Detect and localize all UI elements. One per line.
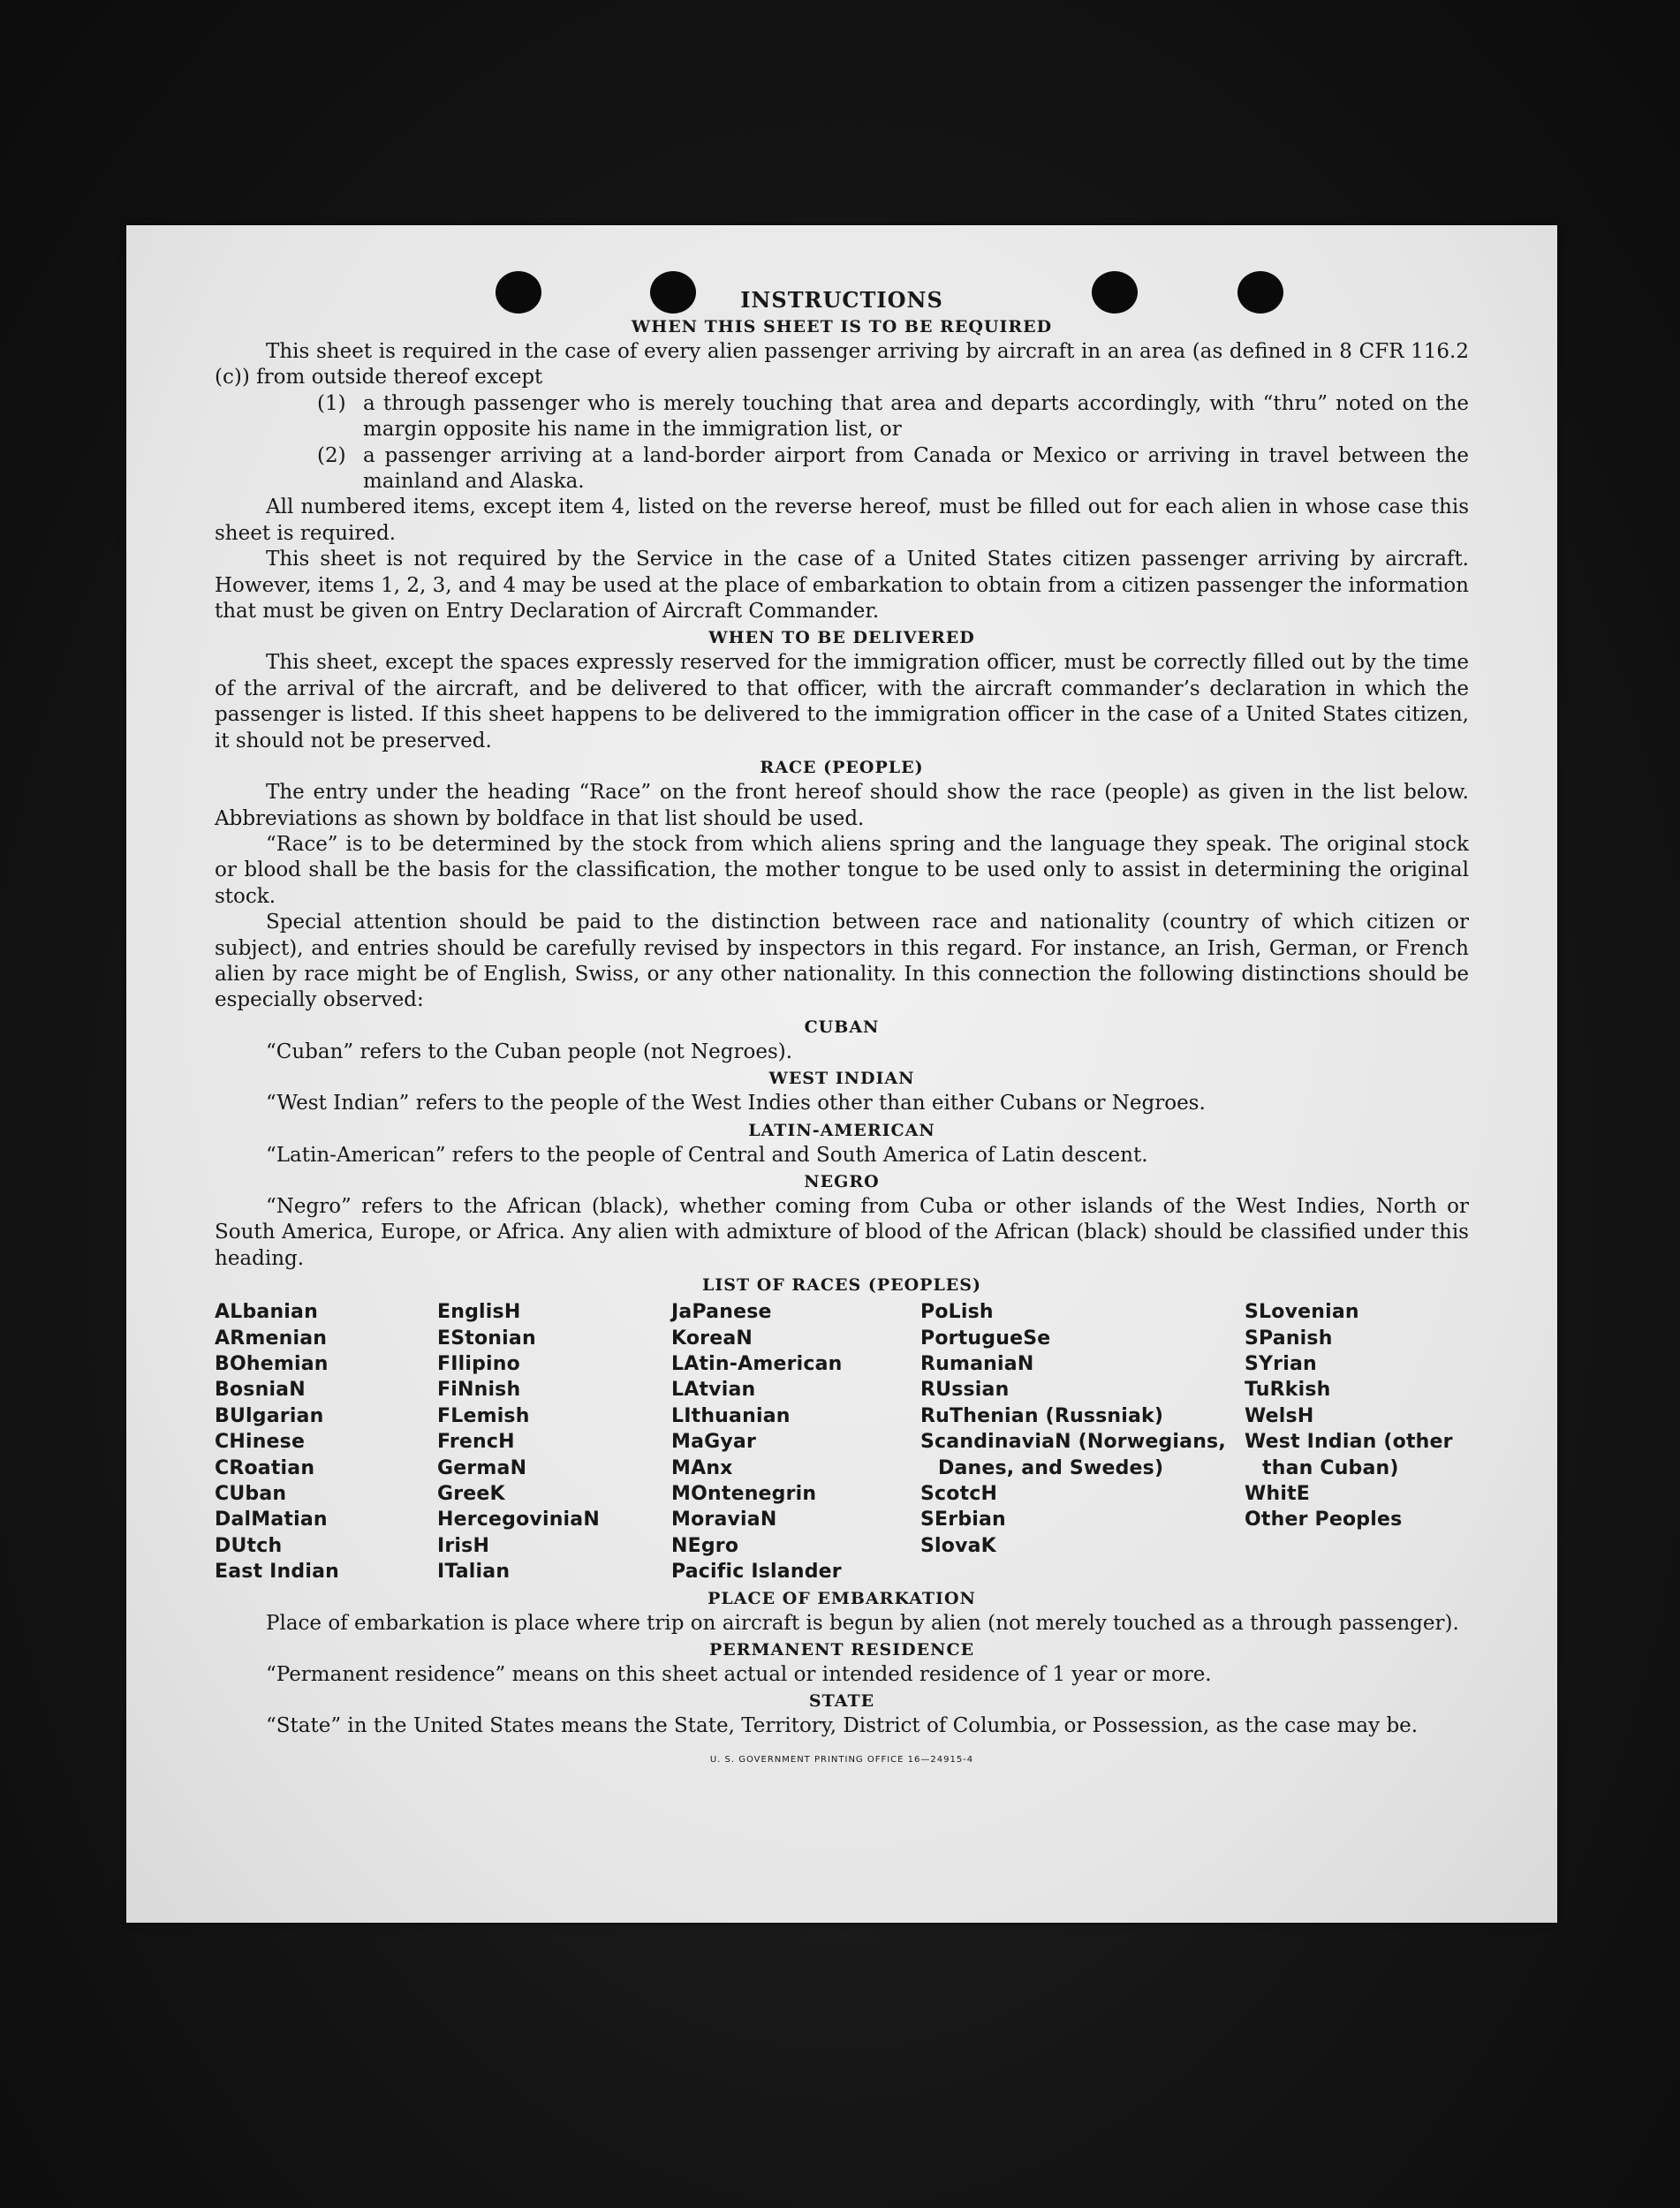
race-entry: SErbian	[920, 1509, 1006, 1531]
race-entry: East Indian	[215, 1561, 339, 1584]
heading-race: RACE (PEOPLE)	[760, 758, 924, 778]
race-entry: CUban	[215, 1483, 287, 1506]
race-column	[437, 1299, 671, 1584]
item-number: (1)	[317, 391, 346, 415]
paragraph: Special attention should be paid to the distinction between race and nationality (country of which citizen or subject), and entries should be carefully revised by inspectors in this regard. For instance, an Irish, German, or French alien by race might be of English, Swiss, or any other nationality. In this connection the following distinctions should be especially observed:	[215, 911, 1469, 1012]
document-body	[215, 287, 1469, 1773]
race-entry: RUssian	[920, 1379, 1010, 1402]
race-column	[1245, 1299, 1469, 1584]
heading-negro: NEGRO	[804, 1171, 880, 1191]
heading-place-of-embarkation: PLACE OF EMBARKATION	[708, 1588, 976, 1608]
race-entry: ARmenian	[215, 1327, 328, 1350]
paragraph: Place of embarkation is place where trip on aircraft is begun by alien (not merely touched as a through passenger).	[266, 1611, 1459, 1635]
race-entry: MAnx	[671, 1456, 733, 1479]
heading-cuban: CUBAN	[804, 1017, 880, 1037]
race-entry: ALbanian	[215, 1301, 318, 1324]
heading-latin-american: LATIN-AMERICAN	[748, 1120, 935, 1140]
page-title: INSTRUCTIONS	[740, 287, 943, 313]
printing-office-footer: U. S. GOVERNMENT PRINTING OFFICE 16—24915-4	[709, 1754, 974, 1765]
race-column	[671, 1299, 920, 1584]
race-entry: WhitE	[1245, 1483, 1311, 1506]
race-entry: FIlipino	[437, 1353, 520, 1375]
race-entry: SYrian	[1245, 1353, 1317, 1375]
race-entry: ScotcH	[920, 1483, 998, 1506]
race-entry: DUtch	[215, 1534, 283, 1557]
race-entry: FLemish	[437, 1404, 530, 1427]
race-entry: JaPanese	[671, 1301, 772, 1324]
paragraph: “Negro” refers to the African (black), whether coming from Cuba or other islands of the West Indies, North or South America, Europe, or Africa. Any alien with admixture of blood of the African (black) should be classified under this heading.	[215, 1194, 1469, 1270]
race-entry: RumaniaN	[920, 1353, 1034, 1375]
race-entry: PoLish	[920, 1301, 994, 1324]
item-text: a passenger arriving at a land-border airport from Canada or Mexico or arriving in travel between the mainland and Alaska.	[363, 443, 1469, 494]
race-entry: GermaN	[437, 1456, 527, 1479]
paragraph: This sheet is not required by the Service in the case of a United States citizen passenger arriving by aircraft. However, items 1, 2, 3, and 4 may be used at the place of embarkation to obtain from a citizen passenger the information that must be given on Entry Declaration of Aircraft Commander.	[215, 548, 1469, 624]
race-entry: CHinese	[215, 1431, 306, 1454]
paragraph: “Race” is to be determined by the stock from which aliens spring and the language they speak. The original stock or blood shall be the basis for the classification, the mother tongue to be used only to assist in determining the original stock.	[215, 832, 1469, 908]
heading-when-delivered: WHEN TO BE DELIVERED	[708, 628, 975, 648]
race-entry: BOhemian	[215, 1353, 329, 1375]
paragraph: This sheet is required in the case of every alien passenger arriving by aircraft in an area (as defined in 8 CFR 116.2 (c)) from outside thereof except	[215, 340, 1469, 389]
paragraph: “State” in the United States means the State, Territory, District of Columbia, or Possession, as the case may be.	[266, 1714, 1419, 1738]
race-entry: MoraviaN	[671, 1509, 777, 1531]
race-column	[215, 1299, 437, 1584]
race-entry: FiNnish	[437, 1379, 521, 1402]
race-entry: PortugueSe	[920, 1327, 1051, 1350]
race-entry: Other Peoples	[1245, 1509, 1403, 1531]
race-entry: LIthuanian	[671, 1404, 791, 1427]
paragraph: All numbered items, except item 4, listed on the reverse hereof, must be filled out for each alien in whose case this sheet is required.	[215, 495, 1469, 545]
race-entry: SLovenian	[1245, 1301, 1359, 1324]
document-page	[126, 225, 1557, 1923]
race-entry: EnglisH	[437, 1301, 521, 1324]
race-entry: CRoatian	[215, 1456, 315, 1479]
race-entry: BosniaN	[215, 1379, 306, 1402]
heading-when-required: WHEN THIS SHEET IS TO BE REQUIRED	[631, 317, 1053, 336]
race-entry: MOntenegrin	[671, 1483, 817, 1506]
race-entry: SPanish	[1245, 1327, 1333, 1350]
heading-list-of-races: LIST OF RACES (PEOPLES)	[702, 1275, 981, 1296]
race-entry: GreeK	[437, 1483, 505, 1506]
race-entry: HercegoviniaN	[437, 1509, 600, 1531]
race-entry: ScandinaviaN (Norwegians, Danes, and Swedes)	[920, 1431, 1226, 1479]
numbered-item	[215, 443, 1469, 495]
item-text: a through passenger who is merely touching that area and departs accordingly, with “thru” noted on the margin opposite his name in the immigration list, or	[363, 391, 1469, 442]
race-entry: BUlgarian	[215, 1404, 324, 1427]
paragraph: “West Indian” refers to the people of the West Indies other than either Cubans or Negroes.	[266, 1092, 1206, 1115]
race-entry: WelsH	[1245, 1404, 1314, 1427]
heading-state: STATE	[808, 1691, 875, 1712]
race-entry: ITalian	[437, 1561, 511, 1584]
numbered-item	[215, 391, 1469, 443]
race-entry: IrisH	[437, 1534, 490, 1557]
race-list	[215, 1299, 1469, 1584]
race-entry: SlovaK	[920, 1534, 996, 1557]
race-entry: EStonian	[437, 1327, 536, 1350]
item-number: (2)	[317, 443, 346, 467]
race-entry: MaGyar	[671, 1431, 757, 1454]
race-entry: FrencH	[437, 1431, 515, 1454]
paragraph: This sheet, except the spaces expressly reserved for the immigration officer, must be correctly filled out by the time of the arrival of the aircraft, and be delivered to that officer, with the aircraft commander’s declaration in which the passenger is listed. If this sheet happens to be delivered to the immigration officer in the case of a United States citizen, it should not be preserved.	[215, 651, 1469, 752]
paragraph: “Cuban” refers to the Cuban people (not Negroes).	[266, 1040, 793, 1063]
race-entry: DalMatian	[215, 1509, 328, 1531]
paragraph: The entry under the heading “Race” on the front hereof should show the race (people) as given in the list below. Abbreviations as shown by boldface in that list should be used.	[215, 781, 1469, 830]
heading-permanent-residence: PERMANENT RESIDENCE	[708, 1640, 975, 1660]
race-entry: Pacific Islander	[671, 1561, 842, 1584]
paragraph: “Latin-American” refers to the people of Central and South America of Latin descent.	[266, 1143, 1148, 1167]
race-entry: LAtvian	[671, 1379, 756, 1402]
race-entry: TuRkish	[1245, 1379, 1331, 1402]
race-entry: West Indian (other than Cuban)	[1245, 1431, 1453, 1479]
paragraph: “Permanent residence” means on this sheet actual or intended residence of 1 year or more.	[266, 1663, 1212, 1687]
heading-west-indian: WEST INDIAN	[768, 1069, 915, 1089]
race-entry: KoreaN	[671, 1327, 753, 1350]
race-entry: RuThenian (Russniak)	[920, 1404, 1164, 1427]
race-entry: NEgro	[671, 1534, 739, 1557]
race-column	[920, 1299, 1245, 1584]
race-entry: LAtin-American	[671, 1353, 843, 1375]
